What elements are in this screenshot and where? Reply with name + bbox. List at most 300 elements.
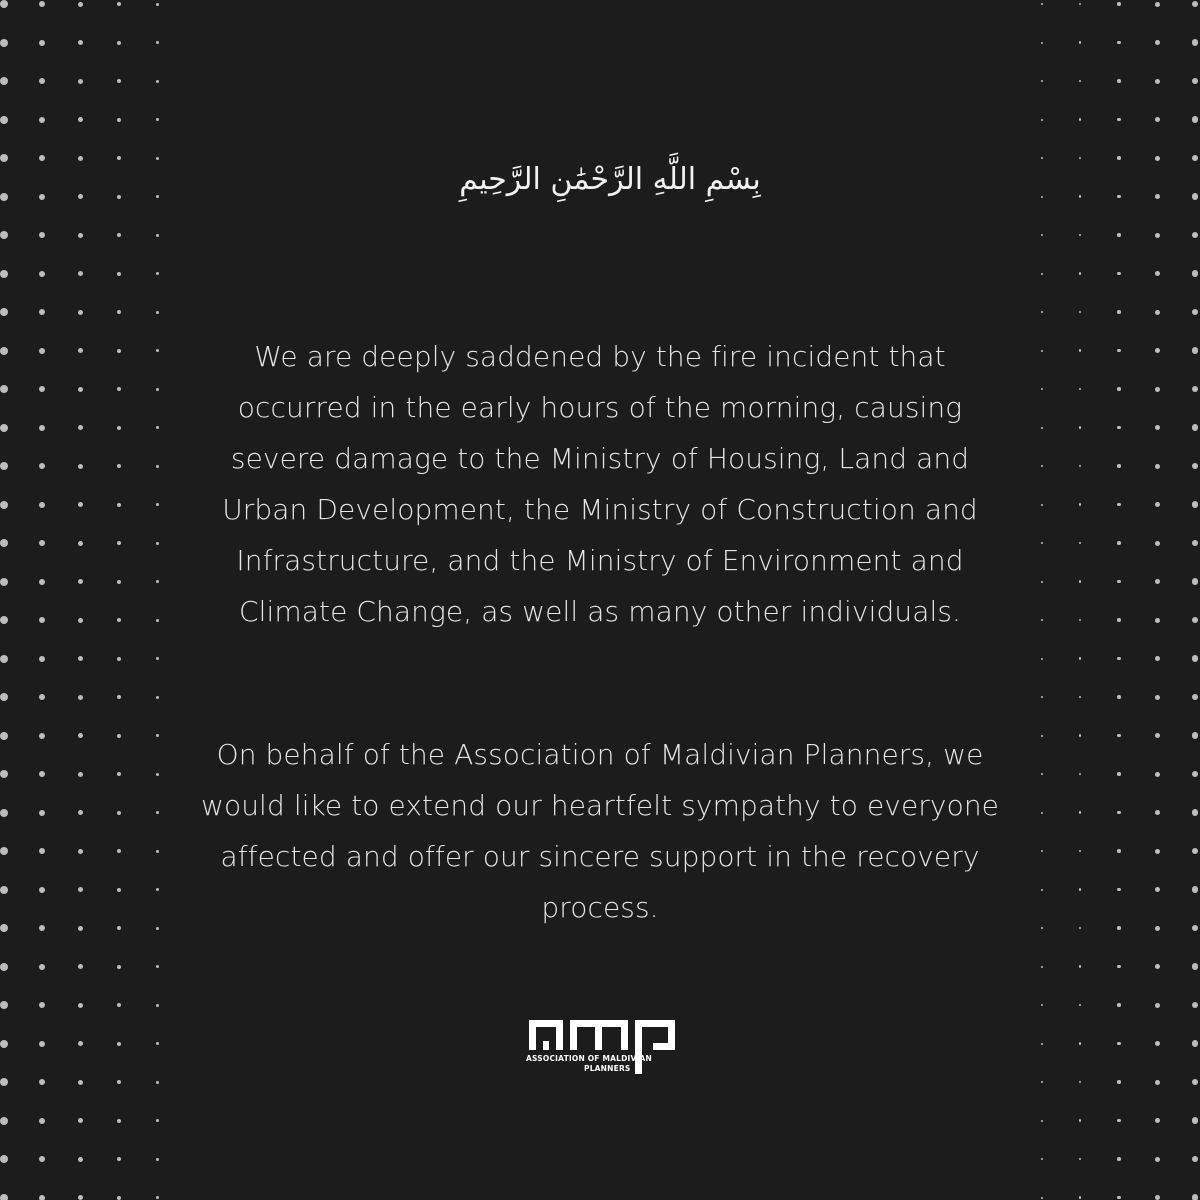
pattern-dot [156, 465, 159, 468]
pattern-dot [1079, 388, 1082, 391]
basmala-calligraphy: بِسْمِ اللَّهِ الرَّحْمَٰنِ الرَّحِيمِ [459, 162, 761, 197]
pattern-dot [156, 1119, 159, 1122]
pattern-dot [1041, 465, 1043, 467]
pattern-dot [1117, 888, 1121, 892]
pattern-dot [117, 888, 121, 892]
pattern-dot [78, 810, 83, 815]
pattern-dot [1041, 1004, 1043, 1006]
pattern-dot [156, 349, 159, 352]
pattern-dot [39, 925, 45, 931]
pattern-dot [0, 732, 8, 740]
pattern-dot [1155, 156, 1160, 161]
pattern-dot [1117, 2, 1121, 6]
pattern-dot [1117, 734, 1121, 738]
pattern-dot [0, 539, 8, 547]
pattern-dot [1041, 658, 1043, 660]
pattern-dot [156, 1004, 159, 1007]
pattern-dot [1079, 1158, 1082, 1161]
pattern-dot [1117, 464, 1121, 468]
pattern-dot [1117, 118, 1121, 122]
pattern-dot [1155, 387, 1160, 392]
pattern-dot [1155, 964, 1160, 969]
pattern-dot [0, 270, 8, 278]
pattern-dot [0, 1078, 8, 1086]
pattern-dot [1155, 1080, 1160, 1085]
pattern-dot [0, 462, 8, 470]
pattern-dot [117, 734, 121, 738]
pattern-dot [156, 734, 159, 737]
pattern-dot [1079, 195, 1082, 198]
pattern-dot [1079, 1119, 1082, 1122]
pattern-dot [1155, 695, 1160, 700]
pattern-dot [1041, 889, 1043, 891]
pattern-dot [1117, 195, 1121, 199]
pattern-dot [117, 1157, 121, 1161]
pattern-dot [1079, 349, 1082, 352]
pattern-dot [1079, 80, 1082, 83]
pattern-dot [1117, 1196, 1121, 1200]
pattern-dot [39, 579, 45, 585]
pattern-dot [39, 78, 45, 84]
pattern-dot [78, 387, 83, 392]
pattern-dot [1079, 888, 1082, 891]
pattern-dot [117, 156, 121, 160]
pattern-dot [156, 118, 159, 121]
pattern-dot [1155, 348, 1160, 353]
pattern-dot [1155, 810, 1160, 815]
pattern-dot [1041, 388, 1043, 390]
logo-text-line2: PLANNERS [584, 1064, 631, 1073]
pattern-dot [78, 733, 83, 738]
pattern-dot [1192, 386, 1199, 393]
pattern-dot [1041, 927, 1043, 929]
pattern-dot [0, 385, 8, 393]
pattern-dot [78, 1003, 83, 1008]
pattern-dot [156, 1196, 159, 1199]
pattern-dot [78, 40, 83, 45]
pattern-dot [1192, 925, 1199, 932]
pattern-dot [156, 3, 159, 6]
pattern-dot [78, 772, 83, 777]
pattern-dot [156, 542, 159, 545]
pattern-dot [1155, 887, 1160, 892]
pattern-dot [1155, 79, 1160, 84]
pattern-dot [1192, 155, 1199, 162]
pattern-dot [117, 503, 121, 507]
pattern-dot [1079, 118, 1082, 121]
pattern-dot [1079, 1196, 1082, 1199]
logo-text-line1: ASSOCIATION OF MALDIVIAN [526, 1054, 652, 1063]
pattern-dot [117, 41, 121, 45]
pattern-dot [117, 272, 121, 276]
pattern-dot [1117, 541, 1121, 545]
pattern-dot [1079, 619, 1082, 622]
pattern-dot [1079, 41, 1082, 44]
pattern-dot [117, 426, 121, 430]
pattern-dot [78, 887, 83, 892]
pattern-dot [117, 464, 121, 468]
sympathy-paragraph: On behalf of the Association of Maldivian Planners, we would like to extend our heartfelt sympathy to everyone affected and offer our sincere support in the recovery process. [200, 738, 999, 924]
pattern-dot [156, 388, 159, 391]
pattern-dot [1192, 809, 1199, 816]
pattern-dot [1079, 580, 1082, 583]
pattern-dot [39, 656, 45, 662]
pattern-dot [117, 580, 121, 584]
pattern-dot [39, 771, 45, 777]
pattern-dot [78, 849, 83, 854]
pattern-dot [1192, 78, 1199, 85]
amp-logo [526, 1012, 678, 1082]
pattern-dot [1117, 1157, 1121, 1161]
pattern-dot [1117, 79, 1121, 83]
pattern-dot [156, 157, 159, 160]
pattern-dot [78, 117, 83, 122]
pattern-dot [1155, 425, 1160, 430]
pattern-dot [1155, 733, 1160, 738]
pattern-dot [117, 1042, 121, 1046]
pattern-dot [1117, 1119, 1121, 1123]
pattern-dot [1041, 1197, 1043, 1199]
pattern-dot [0, 770, 8, 778]
pattern-dot [156, 272, 159, 275]
pattern-dot [78, 1118, 83, 1123]
pattern-dot [1079, 927, 1082, 930]
pattern-dot [39, 40, 45, 46]
pattern-dot [39, 848, 45, 854]
pattern-dot [1041, 427, 1043, 429]
pattern-dot [117, 1003, 121, 1007]
pattern-dot [78, 541, 83, 546]
pattern-dot [0, 424, 8, 432]
pattern-dot [78, 425, 83, 430]
pattern-dot [1117, 310, 1121, 314]
pattern-dot [1117, 426, 1121, 430]
pattern-dot [39, 1, 45, 7]
pattern-dot [78, 79, 83, 84]
pattern-dot [156, 850, 159, 853]
pattern-dot [78, 464, 83, 469]
pattern-dot [0, 0, 8, 8]
pattern-dot [156, 773, 159, 776]
pattern-dot [0, 501, 8, 509]
pattern-dot [39, 1041, 45, 1047]
pattern-dot [117, 657, 121, 661]
pattern-dot [1041, 966, 1043, 968]
pattern-dot [156, 1042, 159, 1045]
pattern-dot [156, 503, 159, 506]
pattern-dot [117, 349, 121, 353]
pattern-dot [156, 80, 159, 83]
pattern-dot [1117, 272, 1121, 276]
pattern-dot [156, 195, 159, 198]
pattern-dot [1192, 501, 1199, 508]
pattern-dot [1192, 193, 1199, 200]
pattern-dot [78, 579, 83, 584]
pattern-dot [39, 964, 45, 970]
pattern-dot [1155, 1003, 1160, 1008]
right-dot-pattern [1000, 0, 1200, 1200]
pattern-dot [1079, 311, 1082, 314]
pattern-dot [117, 310, 121, 314]
pattern-dot [1079, 542, 1082, 545]
pattern-dot [117, 2, 121, 6]
pattern-dot [78, 194, 83, 199]
pattern-dot [1117, 849, 1121, 853]
pattern-dot [1117, 695, 1121, 699]
pattern-dot [1192, 39, 1199, 46]
pattern-dot [156, 657, 159, 660]
pattern-dot [78, 1041, 83, 1046]
pattern-dot [39, 348, 45, 354]
pattern-dot [1079, 734, 1082, 737]
pattern-dot [1155, 502, 1160, 507]
pattern-dot [156, 1158, 159, 1161]
pattern-dot [0, 578, 8, 586]
pattern-dot [0, 1155, 8, 1163]
pattern-dot [39, 1156, 45, 1162]
pattern-dot [1155, 926, 1160, 931]
pattern-dot [1041, 1158, 1043, 1160]
pattern-dot [117, 195, 121, 199]
pattern-dot [1041, 234, 1043, 236]
pattern-dot [117, 541, 121, 545]
pattern-dot [1192, 540, 1199, 547]
pattern-dot [1192, 232, 1199, 239]
pattern-dot [39, 386, 45, 392]
pattern-dot [117, 772, 121, 776]
pattern-dot [156, 426, 159, 429]
pattern-dot [0, 693, 8, 701]
pattern-dot [1117, 233, 1121, 237]
pattern-dot [1192, 732, 1199, 739]
pattern-dot [39, 117, 45, 123]
pattern-dot [78, 271, 83, 276]
pattern-dot [1117, 580, 1121, 584]
pattern-dot [1041, 119, 1043, 121]
pattern-dot [0, 39, 8, 47]
pattern-dot [1192, 1117, 1199, 1124]
pattern-dot [39, 1195, 45, 1200]
pattern-dot [78, 926, 83, 931]
pattern-dot [1079, 426, 1082, 429]
pattern-dot [1155, 772, 1160, 777]
pattern-dot [1079, 157, 1082, 160]
pattern-dot [1041, 735, 1043, 737]
pattern-dot [39, 271, 45, 277]
pattern-dot [1192, 116, 1199, 123]
pattern-dot [156, 965, 159, 968]
pattern-dot [1192, 617, 1199, 624]
pattern-dot [1117, 156, 1121, 160]
pattern-dot [1041, 157, 1043, 159]
pattern-dot [1041, 850, 1043, 852]
pattern-dot [1079, 773, 1082, 776]
pattern-dot [1117, 503, 1121, 507]
pattern-dot [39, 694, 45, 700]
pattern-dot [0, 616, 8, 624]
pattern-dot [1041, 196, 1043, 198]
pattern-dot [156, 41, 159, 44]
pattern-dot [0, 847, 8, 855]
pattern-dot [1079, 657, 1082, 660]
pattern-dot [39, 309, 45, 315]
pattern-dot [0, 347, 8, 355]
pattern-dot [1155, 849, 1160, 854]
pattern-dot [78, 695, 83, 700]
pattern-dot [1192, 886, 1199, 893]
pattern-dot [1192, 1156, 1199, 1163]
pattern-dot [0, 809, 8, 817]
pattern-dot [1155, 1041, 1160, 1046]
pattern-dot [39, 810, 45, 816]
pattern-dot [1155, 2, 1160, 7]
pattern-dot [39, 1118, 45, 1124]
pattern-dot [1041, 42, 1043, 44]
pattern-dot [39, 617, 45, 623]
pattern-dot [156, 811, 159, 814]
pattern-dot [1117, 387, 1121, 391]
pattern-dot [1117, 618, 1121, 622]
pattern-dot [1079, 234, 1082, 237]
pattern-dot [1155, 579, 1160, 584]
pattern-dot [1079, 3, 1082, 6]
pattern-dot [117, 79, 121, 83]
pattern-dot [39, 502, 45, 508]
pattern-dot [1117, 1080, 1121, 1084]
pattern-dot [1155, 117, 1160, 122]
pattern-dot [1155, 618, 1160, 623]
pattern-dot [0, 1001, 8, 1009]
pattern-dot [117, 1080, 121, 1084]
pattern-dot [39, 540, 45, 546]
pattern-dot [1041, 1120, 1043, 1122]
pattern-dot [0, 924, 8, 932]
pattern-dot [1041, 581, 1043, 583]
pattern-dot [117, 233, 121, 237]
pattern-dot [117, 695, 121, 699]
pattern-dot [78, 656, 83, 661]
pattern-dot [1192, 424, 1199, 431]
pattern-dot [39, 887, 45, 893]
pattern-dot [78, 502, 83, 507]
pattern-dot [1155, 194, 1160, 199]
pattern-dot [1041, 504, 1043, 506]
pattern-dot [39, 733, 45, 739]
pattern-dot [78, 1195, 83, 1200]
pattern-dot [1117, 811, 1121, 815]
pattern-dot [1041, 1081, 1043, 1083]
pattern-dot [0, 963, 8, 971]
pattern-dot [1155, 271, 1160, 276]
pattern-dot [1117, 926, 1121, 930]
pattern-dot [117, 926, 121, 930]
pattern-dot [1155, 1195, 1160, 1200]
pattern-dot [1192, 309, 1199, 316]
pattern-dot [1155, 1157, 1160, 1162]
pattern-dot [117, 965, 121, 969]
pattern-dot [1079, 272, 1082, 275]
pattern-dot [1192, 347, 1199, 354]
pattern-dot [1117, 1042, 1121, 1046]
pattern-dot [156, 619, 159, 622]
pattern-dot [1041, 1043, 1043, 1045]
pattern-dot [1192, 963, 1199, 970]
pattern-dot [0, 231, 8, 239]
pattern-dot [1117, 349, 1121, 353]
pattern-dot [1192, 1194, 1199, 1200]
pattern-dot [1155, 541, 1160, 546]
pattern-dot [39, 1002, 45, 1008]
pattern-dot [1041, 3, 1043, 5]
pattern-dot [1117, 1003, 1121, 1007]
pattern-dot [117, 849, 121, 853]
pattern-dot [1041, 311, 1043, 313]
pattern-dot [1192, 655, 1199, 662]
pattern-dot [0, 1040, 8, 1048]
pattern-dot [0, 1194, 8, 1200]
pattern-dot [1192, 1079, 1199, 1086]
pattern-dot [117, 618, 121, 622]
pattern-dot [1079, 1042, 1082, 1045]
pattern-dot [1041, 273, 1043, 275]
pattern-dot [78, 964, 83, 969]
pattern-dot [0, 886, 8, 894]
pattern-dot [117, 1119, 121, 1123]
pattern-dot [78, 1157, 83, 1162]
pattern-dot [78, 618, 83, 623]
pattern-dot [117, 1196, 121, 1200]
pattern-dot [156, 580, 159, 583]
pattern-dot [1041, 773, 1043, 775]
pattern-dot [1192, 463, 1199, 470]
pattern-dot [1192, 848, 1199, 855]
left-dot-pattern [0, 0, 180, 1200]
pattern-dot [1079, 965, 1082, 968]
pattern-dot [1041, 80, 1043, 82]
pattern-dot [1117, 657, 1121, 661]
pattern-dot [1041, 696, 1043, 698]
pattern-dot [0, 1117, 8, 1125]
pattern-dot [156, 696, 159, 699]
pattern-dot [1079, 1081, 1082, 1084]
pattern-dot [1079, 696, 1082, 699]
pattern-dot [78, 310, 83, 315]
pattern-dot [1041, 619, 1043, 621]
pattern-dot [1155, 40, 1160, 45]
pattern-dot [78, 2, 83, 7]
pattern-dot [1155, 1118, 1160, 1123]
pattern-dot [39, 463, 45, 469]
pattern-dot [1079, 811, 1082, 814]
pattern-dot [1192, 771, 1199, 778]
pattern-dot [1155, 310, 1160, 315]
pattern-dot [156, 888, 159, 891]
pattern-dot [1079, 1004, 1082, 1007]
pattern-dot [1117, 965, 1121, 969]
pattern-dot [78, 156, 83, 161]
pattern-dot [1155, 233, 1160, 238]
pattern-dot [1079, 850, 1082, 853]
pattern-dot [117, 118, 121, 122]
pattern-dot [39, 155, 45, 161]
pattern-dot [1192, 1002, 1199, 1009]
pattern-dot [0, 154, 8, 162]
pattern-dot [1041, 812, 1043, 814]
condolence-paragraph: We are deeply saddened by the fire incident that occurred in the early hours of the morning, causing severe damage to the Ministry of Housing, Land and Urban Development, the Ministry of Construction and Infrastructure, and the Ministry of Environment and Climate Change, as well as many other individuals. [222, 340, 978, 628]
pattern-dot [0, 193, 8, 201]
pattern-dot [1041, 350, 1043, 352]
pattern-dot [117, 387, 121, 391]
